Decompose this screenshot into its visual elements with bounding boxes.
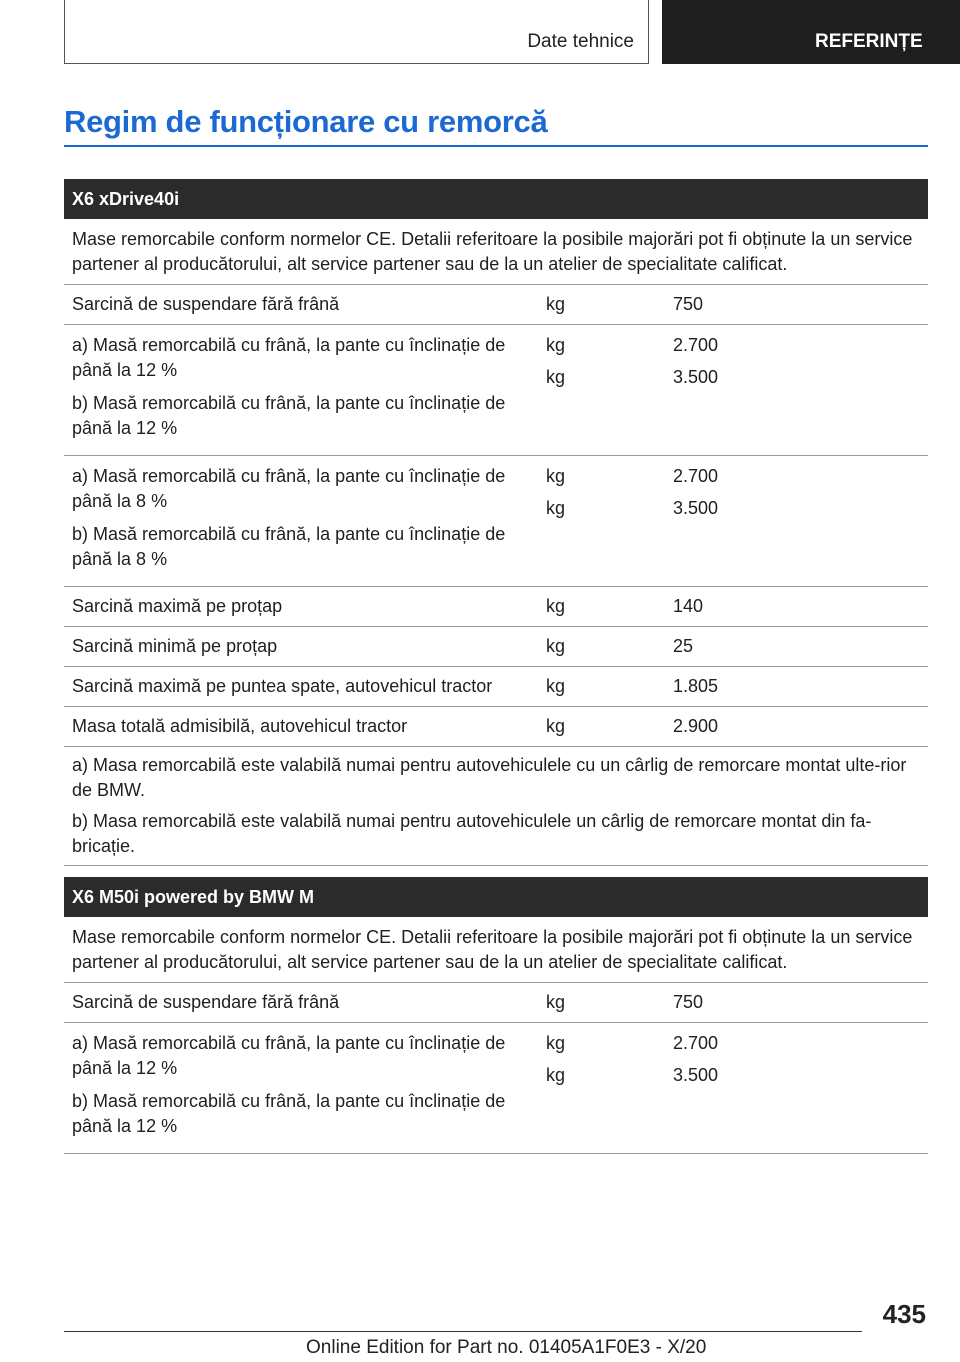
section-intro: Mase remorcabile conform normelor CE. Detalii referitoare la posibile majorări pot fi obținute la un service partener al producătorului, alt service partener sau de la un atelier de specialitate calificat. — [64, 219, 928, 285]
footer-divider — [64, 1331, 862, 1332]
row-unit-a: kg — [546, 466, 566, 486]
row-unit: kg — [546, 992, 566, 1012]
row-label-b: b) Masă remorcabilă cu frână, la pante cu înclinație de până la 8 % — [72, 524, 506, 569]
footer-text: Online Edition for Part no. 01405A1F0E3 - X/20 — [306, 1337, 707, 1358]
row-value: 25 — [673, 636, 694, 656]
table-row — [64, 325, 928, 456]
section-heading: X6 M50i powered by BMW M — [64, 877, 928, 917]
row-value: 2.900 — [673, 716, 719, 736]
row-value: 750 — [673, 294, 704, 314]
row-label: Sarcină maximă pe puntea spate, autovehicul tractor — [72, 676, 493, 696]
row-label-a: a) Masă remorcabilă cu frână, la pante cu înclinație de până la 12 % — [72, 335, 506, 380]
section-intro: Mase remorcabile conform normelor CE. Detalii referitoare la posibile majorări pot fi obținute la un service partener al producătorului, alt service partener sau de la un atelier de specialitate calificat. — [64, 917, 928, 983]
section-heading: X6 xDrive40i — [64, 179, 928, 219]
row-label-b: b) Masă remorcabilă cu frână, la pante cu înclinație de până la 12 % — [72, 393, 506, 438]
table-row — [64, 1023, 928, 1154]
row-value-a: 2.700 — [673, 466, 719, 486]
row-value: 750 — [673, 992, 704, 1012]
row-unit-a: kg — [546, 335, 566, 355]
row-value-b: 3.500 — [673, 498, 719, 518]
header-chapter-tab — [662, 0, 960, 64]
table-row — [64, 587, 928, 627]
row-label: Sarcină de suspendare fără frână — [72, 992, 340, 1012]
row-value: 1.805 — [673, 676, 719, 696]
row-label: Sarcină minimă pe proțap — [72, 636, 278, 656]
row-label-a: a) Masă remorcabilă cu frână, la pante cu înclinație de până la 12 % — [72, 1033, 506, 1078]
row-value-a: 2.700 — [673, 1033, 719, 1053]
section-x6-m50i — [64, 877, 928, 1154]
row-value-b: 3.500 — [673, 367, 719, 387]
header-section-tab — [64, 0, 649, 64]
row-unit-b: kg — [546, 498, 566, 518]
table-row — [64, 456, 928, 587]
table-row — [64, 627, 928, 667]
row-label: Sarcină maximă pe proțap — [72, 596, 283, 616]
table-row — [64, 667, 928, 707]
row-unit-b: kg — [546, 367, 566, 387]
row-unit-a: kg — [546, 1033, 566, 1053]
row-unit: kg — [546, 716, 566, 736]
row-value-b: 3.500 — [673, 1065, 719, 1085]
header-section-label: Date tehnice — [527, 31, 634, 52]
table-row — [64, 983, 928, 1023]
title-divider — [64, 145, 928, 147]
row-unit: kg — [546, 676, 566, 696]
footnote-a: a) Masa remorcabilă este valabilă numai pentru autovehiculele cu un cârlig de remorcare montat ulte-rior de BMW. — [72, 755, 907, 800]
table-row — [64, 285, 928, 325]
section-x6-xdrive40i — [64, 179, 928, 866]
row-label-b: b) Masă remorcabilă cu frână, la pante cu înclinație de până la 12 % — [72, 1091, 506, 1136]
row-label: Masa totală admisibilă, autovehicul tractor — [72, 716, 408, 736]
row-unit: kg — [546, 294, 566, 314]
row-unit: kg — [546, 636, 566, 656]
row-unit: kg — [546, 596, 566, 616]
row-unit-b: kg — [546, 1065, 566, 1085]
header-chapter-label: REFERINȚE — [815, 31, 923, 52]
row-value: 140 — [673, 596, 704, 616]
row-label: Sarcină de suspendare fără frână — [72, 294, 340, 314]
page-title: Regim de funcționare cu remorcă — [64, 104, 548, 139]
row-value-a: 2.700 — [673, 335, 719, 355]
footnote-b: b) Masa remorcabilă este valabilă numai pentru autovehiculele un cârlig de remorcare montat din fa-bricație. — [72, 811, 872, 856]
row-label-a: a) Masă remorcabilă cu frână, la pante cu înclinație de până la 8 % — [72, 466, 506, 511]
footnotes — [64, 747, 928, 866]
page-number: 435 — [882, 1299, 926, 1329]
table-row — [64, 707, 928, 747]
